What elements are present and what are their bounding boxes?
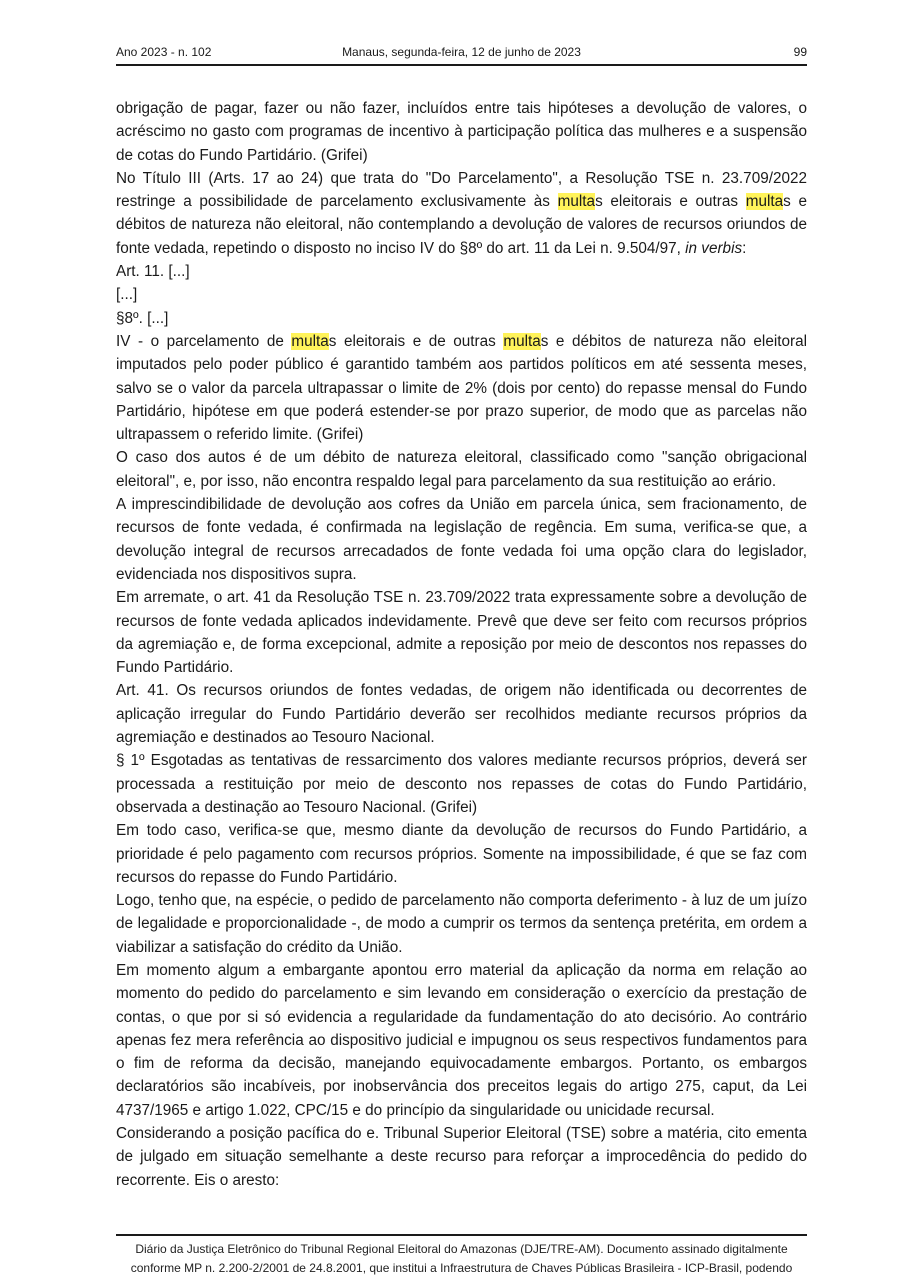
document-body bbox=[116, 97, 807, 1192]
paragraph-15: Considerando a posição pacífica do e. Tribunal Superior Eleitoral (TSE) sobre a matéria, cito ementa de julgado em situação semelhante a deste recurso para reforçar a improcedência do pedido do recorrente. Eis o aresto: bbox=[116, 1125, 807, 1189]
paragraph-7: O caso dos autos é de um débito de natureza eleitoral, classificado como "sanção obrigacional eleitoral", e, por isso, não encontra respaldo legal para parcelamento da sua restituição ao erário. bbox=[116, 449, 807, 490]
header-page-number: 99 bbox=[793, 45, 807, 59]
page-header bbox=[116, 44, 807, 66]
header-year-number: Ano 2023 - n. 102 bbox=[116, 45, 212, 59]
paragraph-6: IV - o parcelamento de multas eleitorais e de outras multas e débitos de natureza não eleitoral imputados pelo poder público é garantido também aos partidos políticos em até sessenta meses, salvo se o valor da parcela ultrapassar o limite de 2% (dois por cento) do repasse mensal do Fundo Partidário, hipótese em que poderá estender-se por prazo superior, de modo que as parcelas não ultrapassem o referido limite. (Grifei) bbox=[116, 332, 807, 444]
paragraph-8: A imprescindibilidade de devolução aos cofres da União em parcela única, sem fracionamento, de recursos de fonte vedada, é confirmada na legislação de regência. Em suma, verifica-se que, a devolução integral de recursos arrecadados de fonte vedada foi uma opção clara do legislador, evidenciada nos dispositivos supra. bbox=[116, 496, 807, 583]
highlighted-term: multa bbox=[557, 193, 596, 211]
paragraph-2: No Título III (Arts. 17 ao 24) que trata do "Do Parcelamento", a Resolução TSE n. 23.709/2022 restringe a possibilidade de parcelamento exclusivamente às multas eleitorais e outras multas e débitos de natureza não eleitoral, não contemplando a devolução de valores de recursos oriundos de fonte vedada, repetindo o disposto no inciso IV do §8º do art. 11 da Lei n. 9.504/97, in verbis: bbox=[116, 169, 808, 257]
paragraph-3: Art. 11. [...] bbox=[116, 263, 190, 281]
highlighted-term: multa bbox=[745, 193, 784, 211]
footer-line-2: conforme MP n. 2.200-2/2001 de 24.8.2001, que institui a Infraestrutura de Chaves Públicas Brasileira - ICP-Brasil, podendo bbox=[130, 1261, 793, 1275]
paragraph-14: Em momento algum a embargante apontou erro material da aplicação da norma em relação ao momento do pedido do parcelamento e sim levando em consideração o exercício da prestação de contas, o que por si só evidencia a regularidade da fundamentação do ato decisório. Ao contrário apenas fez mera referência ao dispositivo judicial e impugnou os seus respectivos fundamentos para o fim de reforma da decisão, manejando equivocadamente embargos. Portanto, os embargos declaratórios são incabíveis, por inobservância dos preceitos legais do artigo 275, caput, da Lei 4737/1965 e artigo 1.022, CPC/15 e do princípio da singularidade ou unicidade recursal. bbox=[116, 961, 807, 1119]
paragraph-4: [...] bbox=[116, 286, 138, 304]
highlighted-term: multa bbox=[503, 332, 541, 350]
footer-line-1: Diário da Justiça Eletrônico do Tribunal Regional Eleitoral do Amazonas (DJE/TRE-AM). Documento assinado digitalmente bbox=[135, 1242, 788, 1256]
page-footer bbox=[116, 1234, 807, 1278]
paragraph-12: Em todo caso, verifica-se que, mesmo diante da devolução de recursos do Fundo Partidário, a prioridade é pelo pagamento com recursos próprios. Somente na impossibilidade, é que se faz com recursos do repasse do Fundo Partidário. bbox=[116, 822, 807, 886]
paragraph-9: Em arremate, o art. 41 da Resolução TSE n. 23.709/2022 trata expressamente sobre a devolução de recursos de fonte vedada aplicados indevidamente. Prevê que deve ser feito com recursos próprios da agremiação e, de forma excepcional, admite a reposição por meio de descontos nos repasses do Fundo Partidário. bbox=[116, 589, 807, 677]
highlighted-term: multa bbox=[291, 332, 329, 350]
paragraph-11: § 1º Esgotadas as tentativas de ressarcimento dos valores mediante recursos próprios, deverá ser processada a restituição por meio de desconto nos repasses de cotas do Fundo Partidário, observada a destinação ao Tesouro Nacional. (Grifei) bbox=[116, 752, 807, 816]
paragraph-13: Logo, tenho que, na espécie, o pedido de parcelamento não comporta deferimento - à luz de um juízo de legalidade e proporcionalidade -, de modo a cumprir os termos da sentença pretérita, em ordem a viabilizar a satisfação do crédito da União. bbox=[116, 892, 807, 956]
header-date: Manaus, segunda-feira, 12 de junho de 2023 bbox=[342, 45, 581, 59]
paragraph-10: Art. 41. Os recursos oriundos de fontes vedadas, de origem não identificada ou decorrentes de aplicação irregular do Fundo Partidário deverão ser recolhidos mediante recursos próprios da agremiação e destinados ao Tesouro Nacional. bbox=[116, 682, 807, 747]
paragraph-5: §8º. [...] bbox=[116, 309, 169, 327]
paragraph-1: obrigação de pagar, fazer ou não fazer, incluídos entre tais hipóteses a devolução de valores, o acréscimo no gasto com programas de incentivo à participação política das mulheres e a suspensão de cotas do Fundo Partidário. (Grifei) bbox=[116, 100, 807, 164]
italic-term: in verbis bbox=[685, 239, 743, 257]
